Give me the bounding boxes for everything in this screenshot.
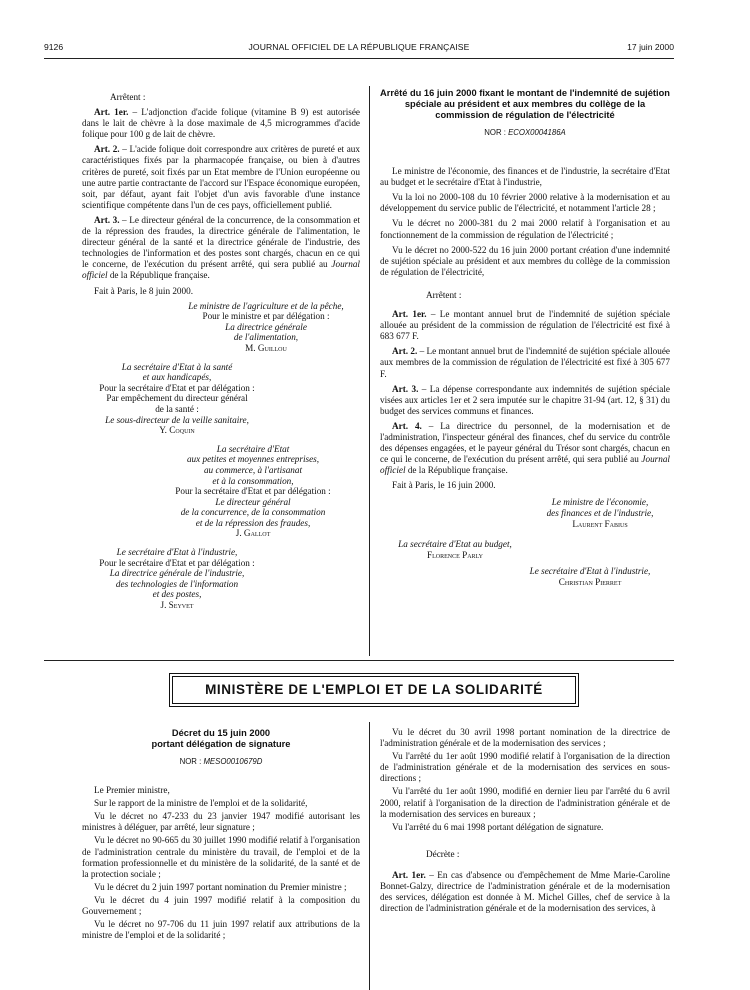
visa-composition: Vu le décret du 4 juin 1997 modifié relatif à la composition du Gouvernement ; xyxy=(82,894,360,917)
sur-rapport: Sur le rapport de la ministre de l'emploi et de la solidarité, xyxy=(94,798,308,809)
article-1: Art. 1er. – L'adjonction d'acide folique (vitamine B 9) est autorisée dans le lait de chèvre à la dose maximale de 4,5 microgrammes d'acide folique pour 100 g de lait de chèvre. xyxy=(82,107,360,140)
decret-delegation xyxy=(82,728,360,943)
visa-decret-522: Vu le décret no 2000-522 du 16 juin 2000 portant création d'une indemnité de sujétion spéciale au président et aux membres du collège de la commission de régulation de l'électricité, xyxy=(380,244,670,277)
nor-reference: NOR : MESO0010679D xyxy=(179,757,263,766)
article-1: Art. 1er. – En cas d'absence ou d'empêchement de Mme Marie-Caroline Bonnet-Galzy, directrice de l'administration générale et de la modernisation des services, délégation est donnée à M. Michel Gilles, chef de service à la direction de l'administration générale et de la modernisation des services, à xyxy=(380,869,670,914)
article-3: Art. 3. – Le directeur général de la concurrence, de la consommation et de la répression des fraudes, la directrice générale de l'alimentation, le directeur général de la santé et la directrice générale de l'industrie, des technologies de l'information et des postes sont chargés, chacun en ce qui le concerne, de l'exécution du présent arrêté, qui sera publié au Journal officiel de la République française. xyxy=(82,214,360,281)
signature-sante: La secrétaire d'Etat à la santé et aux handicapés, Pour la secrétaire d'Etat et par délégation : Par empêchement du directeur général de la santé : Le sous-directeur de la veille sanitaire, Y. Coquin xyxy=(82,362,272,436)
visa-1947: Vu le décret no 47-233 du 23 janvier 1947 modifié autorisant les ministres à déléguer, par arrêté, leur signature ; xyxy=(82,811,360,833)
signature-industrie: Le secrétaire d'Etat à l'industrie, Pour le secrétaire d'Etat et par délégation : La directrice générale de l'industrie, des technologies de l'information et des postes, J. Seyvet xyxy=(82,547,272,611)
visa-directrice: Vu le décret du 30 avril 1998 portant nomination de la directrice de l'administration générale et de la modernisation des services ; xyxy=(380,727,670,749)
signatory-name: Florence Parly xyxy=(427,549,483,560)
signatory-name: J. Gallot xyxy=(235,528,271,539)
arrete-electricite xyxy=(380,88,670,588)
preamble: Le ministre de l'économie, des finances et de l'industrie, la secrétaire d'Etat au budget et le secrétaire d'Etat à l'industrie, xyxy=(380,166,670,188)
fait-a-paris: Fait à Paris, le 16 juin 2000. xyxy=(392,480,496,491)
visa-decret-381: Vu le décret no 2000-381 du 2 mai 2000 relatif à l'organisation et au fonctionnement de la commission de régulation de l'électricité ; xyxy=(380,218,670,240)
journal-title: JOURNAL OFFICIEL DE LA RÉPUBLIQUE FRANÇAISE xyxy=(248,42,470,52)
signatory-name: Laurent Fabius xyxy=(572,518,628,529)
article-2: Art. 2. – L'acide folique doit correspondre aux critères de pureté et aux caractéristiques fixés par la pharmacopée française, ou bien à d'autres critères de pureté, soit fixés par un Etat membre de l'Union européenne ou une autre partie contractante de l'accord sur l'Espace économique européen, soit, par défaut, ayant fait l'objet d'un avis favorable d'une instance scientifique compétente dans l'un de ces pays, officiellement publié. xyxy=(82,144,360,210)
signature-economie: Le ministre de l'économie, des finances et de l'industrie, Laurent Fabius xyxy=(530,497,670,529)
article-3: Art. 3. – La dépense correspondante aux indemnités de sujétion spéciale visées aux articles 1er et 2 sera imputée sur le chapitre 31-94 (art. 12, § 31) du budget des services communs et finances. xyxy=(380,383,670,416)
signatory-name: Y. Coquin xyxy=(159,425,195,436)
column-divider-bottom xyxy=(369,722,370,990)
preamble: Le Premier ministre, xyxy=(94,785,170,796)
signature-industrie: Le secrétaire d'Etat à l'industrie, Christian Pierret xyxy=(510,566,670,587)
signature-agriculture: Le ministre de l'agriculture et de la pêche, Pour le ministre et par délégation : La directrice générale de l'alimentation, M. Guillou xyxy=(172,301,360,354)
arrete-folic-acid-continuation xyxy=(82,92,360,611)
header-rule xyxy=(44,58,674,59)
arretent-heading: Arrêtent : xyxy=(426,289,462,300)
visa-delegation: Vu l'arrêté du 6 mai 1998 portant délégation de signature. xyxy=(392,821,604,832)
signatory-name: J. Seyvet xyxy=(160,600,194,611)
article-1: Art. 1er. – Le montant annuel brut de l'indemnité de sujétion spéciale allouée au président de la commission de régulation de l'électricité est fixé à 683 677 F. xyxy=(380,309,671,342)
article-4: Art. 4. – La directrice du personnel, de la modernisation et de l'administration, l'inspecteur général des finances, chef du service du contrôle des dépenses engagées, et le payeur général du Trésor sont chargés, chacun en ce qui le concerne, de l'exécution du présent arrêté, qui sera publié au Journal officiel de la République française. xyxy=(380,420,670,476)
visa-bureaux: Vu l'arrêté du 1er août 1990, modifié en dernier lieu par l'arrêté du 6 avril 2000, relatif à l'organisation de la direction de l'administration générale et de la modernisation des services en bureaux ; xyxy=(380,786,670,819)
visa-attributions: Vu le décret no 97-706 du 11 juin 1997 relatif aux attributions de la ministre de l'emploi et de la solidarité ; xyxy=(82,919,360,941)
nor-reference: NOR : ECOX0004186A xyxy=(484,128,566,137)
signature-budget: La secrétaire d'Etat au budget, Florence Parly xyxy=(380,539,530,560)
signatory-name: M. Guillou xyxy=(245,342,287,353)
signature-commerce: La secrétaire d'Etat aux petites et moyennes entreprises, au commerce, à l'artisanat et à la consommation, Pour la secrétaire d'Etat et par délégation : Le directeur général de la concurrence, de la consommation et de la répression des fraudes, J. Gallot xyxy=(146,444,360,539)
arretent-heading: Arrêtent : xyxy=(110,92,146,102)
page-header xyxy=(44,42,674,56)
visa-sous-directions: Vu l'arrêté du 1er août 1990 modifié relatif à l'organisation de la direction de l'administration générale et de la modernisation des services en sous-directions ; xyxy=(380,751,670,784)
arrete-title: Arrêté du 16 juin 2000 fixant le montant de l'indemnité de sujétion spéciale au président et aux membres du collège de la commission de régulation de l'électricité xyxy=(380,88,670,120)
signatory-name: Christian Pierret xyxy=(558,577,622,587)
article-2: Art. 2. – Le montant annuel brut de l'indemnité de sujétion spéciale allouée aux membres de la commission de régulation de l'électricité est fixé à 305 677 F. xyxy=(380,346,670,379)
column-divider-top xyxy=(369,86,370,656)
visa-1990: Vu le décret no 90-665 du 30 juillet 1990 modifié relatif à l'organisation de l'administration centrale du ministère du travail, de l'emploi et de la formation professionnelle et du ministère de la solidarité, de la santé et de la protection sociale ; xyxy=(82,835,360,879)
decret-title: Décret du 15 juin 2000 portant délégation de signature xyxy=(151,728,291,749)
ministry-banner: MINISTÈRE DE L'EMPLOI ET DE LA SOLIDARITÉ xyxy=(172,676,576,704)
visa-nomination: Vu le décret du 2 juin 1997 portant nomination du Premier ministre ; xyxy=(94,881,347,892)
page-number: 9126 xyxy=(44,42,64,52)
section-rule xyxy=(44,660,674,661)
decrete-heading: Décrète : xyxy=(426,848,460,859)
fait-a-paris: Fait à Paris, le 8 juin 2000. xyxy=(94,285,194,296)
decret-delegation-continued xyxy=(380,727,670,918)
issue-date: 17 juin 2000 xyxy=(627,42,674,52)
visa-loi: Vu la loi no 2000-108 du 10 février 2000 relative à la modernisation et au développement du service public de l'électricité, et notamment l'article 28 ; xyxy=(380,192,670,214)
